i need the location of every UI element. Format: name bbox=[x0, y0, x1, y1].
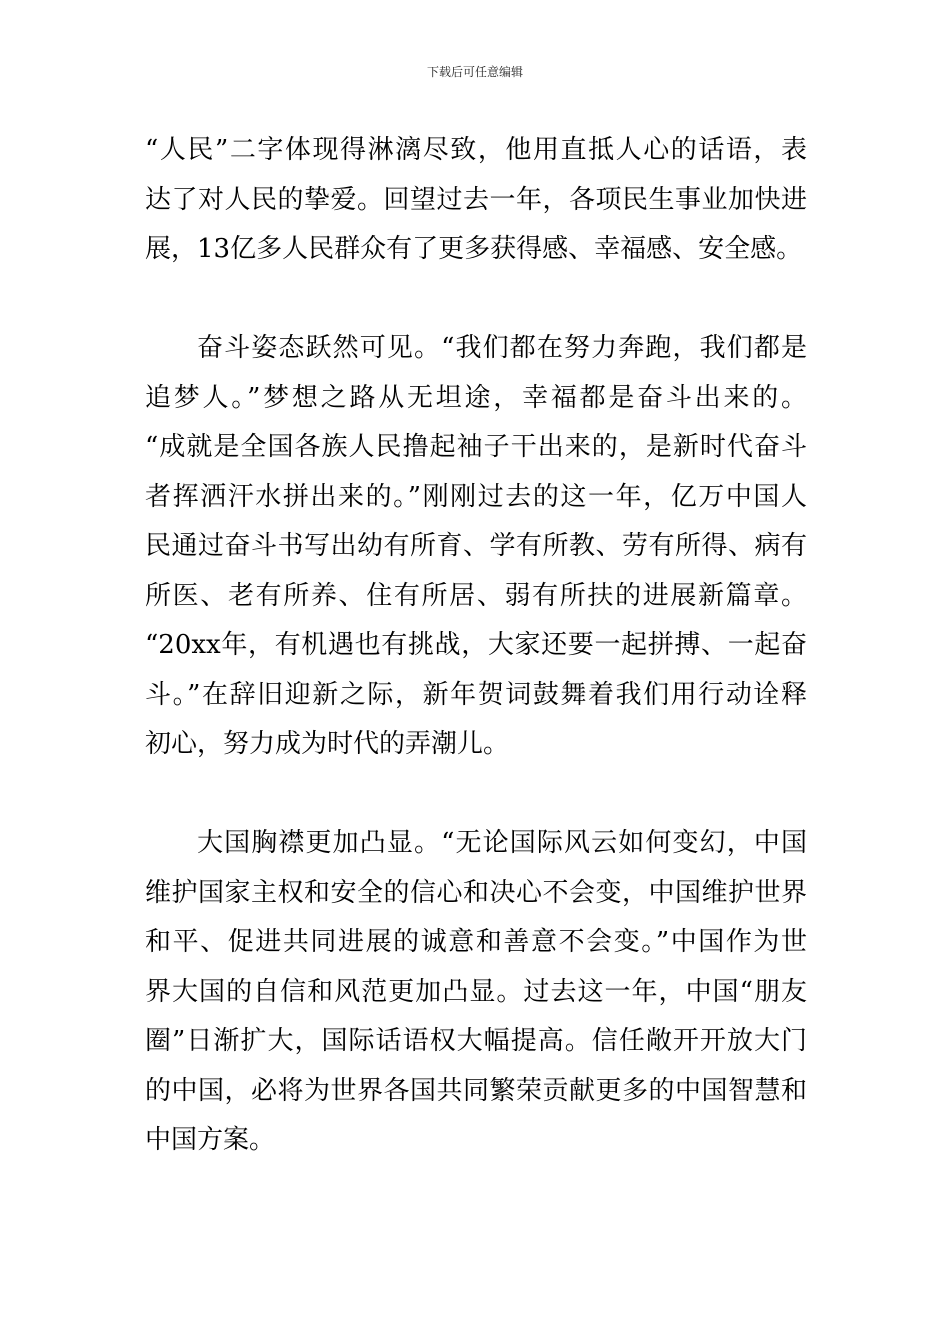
paragraph-line: 和平、促进共同进展的诚意和善意不会变。”中国作为世 bbox=[145, 927, 807, 957]
paragraph-2 bbox=[145, 324, 807, 770]
paragraph-spacer bbox=[145, 770, 807, 820]
paragraph-line: 的中国，必将为世界各国共同繁荣贡献更多的中国智慧和 bbox=[145, 1075, 807, 1106]
paragraph-line: “人民”二字体现得淋漓尽致，他用直抵人心的话语，表 bbox=[145, 135, 807, 165]
paragraph-line: 大国胸襟更加凸显。“无论国际风云如何变幻，中国 bbox=[197, 828, 807, 858]
paragraph-line: 者挥洒汗水拼出来的。”刚刚过去的这一年，亿万中国人 bbox=[145, 481, 807, 512]
paragraph-line: 展，13亿多人民群众有了更多获得感、幸福感、安全感。 bbox=[145, 234, 803, 264]
page-header: 下载后可任意编辑 bbox=[426, 65, 523, 79]
paragraph-line: 界大国的自信和风范更加凸显。过去这一年，中国“朋友 bbox=[145, 976, 807, 1007]
paragraph-line: 达了对人民的挚爱。回望过去一年，各项民生事业加快进 bbox=[145, 184, 807, 215]
paragraph-3 bbox=[145, 819, 807, 1166]
paragraph-line: 初心，努力成为时代的弄潮儿。 bbox=[145, 729, 510, 759]
paragraph-line: 斗。”在辞旧迎新之际，新年贺词鼓舞着我们用行动诠释 bbox=[145, 679, 807, 710]
paragraph-line: 中国方案。 bbox=[145, 1125, 276, 1155]
paragraph-1 bbox=[145, 126, 807, 275]
paragraph-line: 追梦人。”梦想之路从无坦途，幸福都是奋斗出来的。 bbox=[145, 382, 807, 413]
paragraph-line: “20xx年，有机遇也有挑战，大家还要一起拼搏、一起奋 bbox=[145, 630, 807, 660]
document-body bbox=[145, 126, 807, 1166]
paragraph-line: “成就是全国各族人民撸起袖子干出来的，是新时代奋斗 bbox=[145, 432, 807, 462]
paragraph-line: 民通过奋斗书写出幼有所育、学有所教、劳有所得、病有 bbox=[145, 531, 807, 561]
paragraph-line: 奋斗姿态跃然可见。“我们都在努力奔跑，我们都是 bbox=[197, 333, 807, 363]
paragraph-line: 圈”日渐扩大，国际话语权大幅提高。信任敞开开放大门 bbox=[145, 1026, 807, 1056]
paragraph-spacer bbox=[145, 275, 807, 325]
paragraph-line: 所医、老有所养、住有所居、弱有所扶的进展新篇章。 bbox=[145, 580, 807, 611]
paragraph-line: 维护国家主权和安全的信心和决心不会变，中国维护世界 bbox=[145, 877, 807, 908]
